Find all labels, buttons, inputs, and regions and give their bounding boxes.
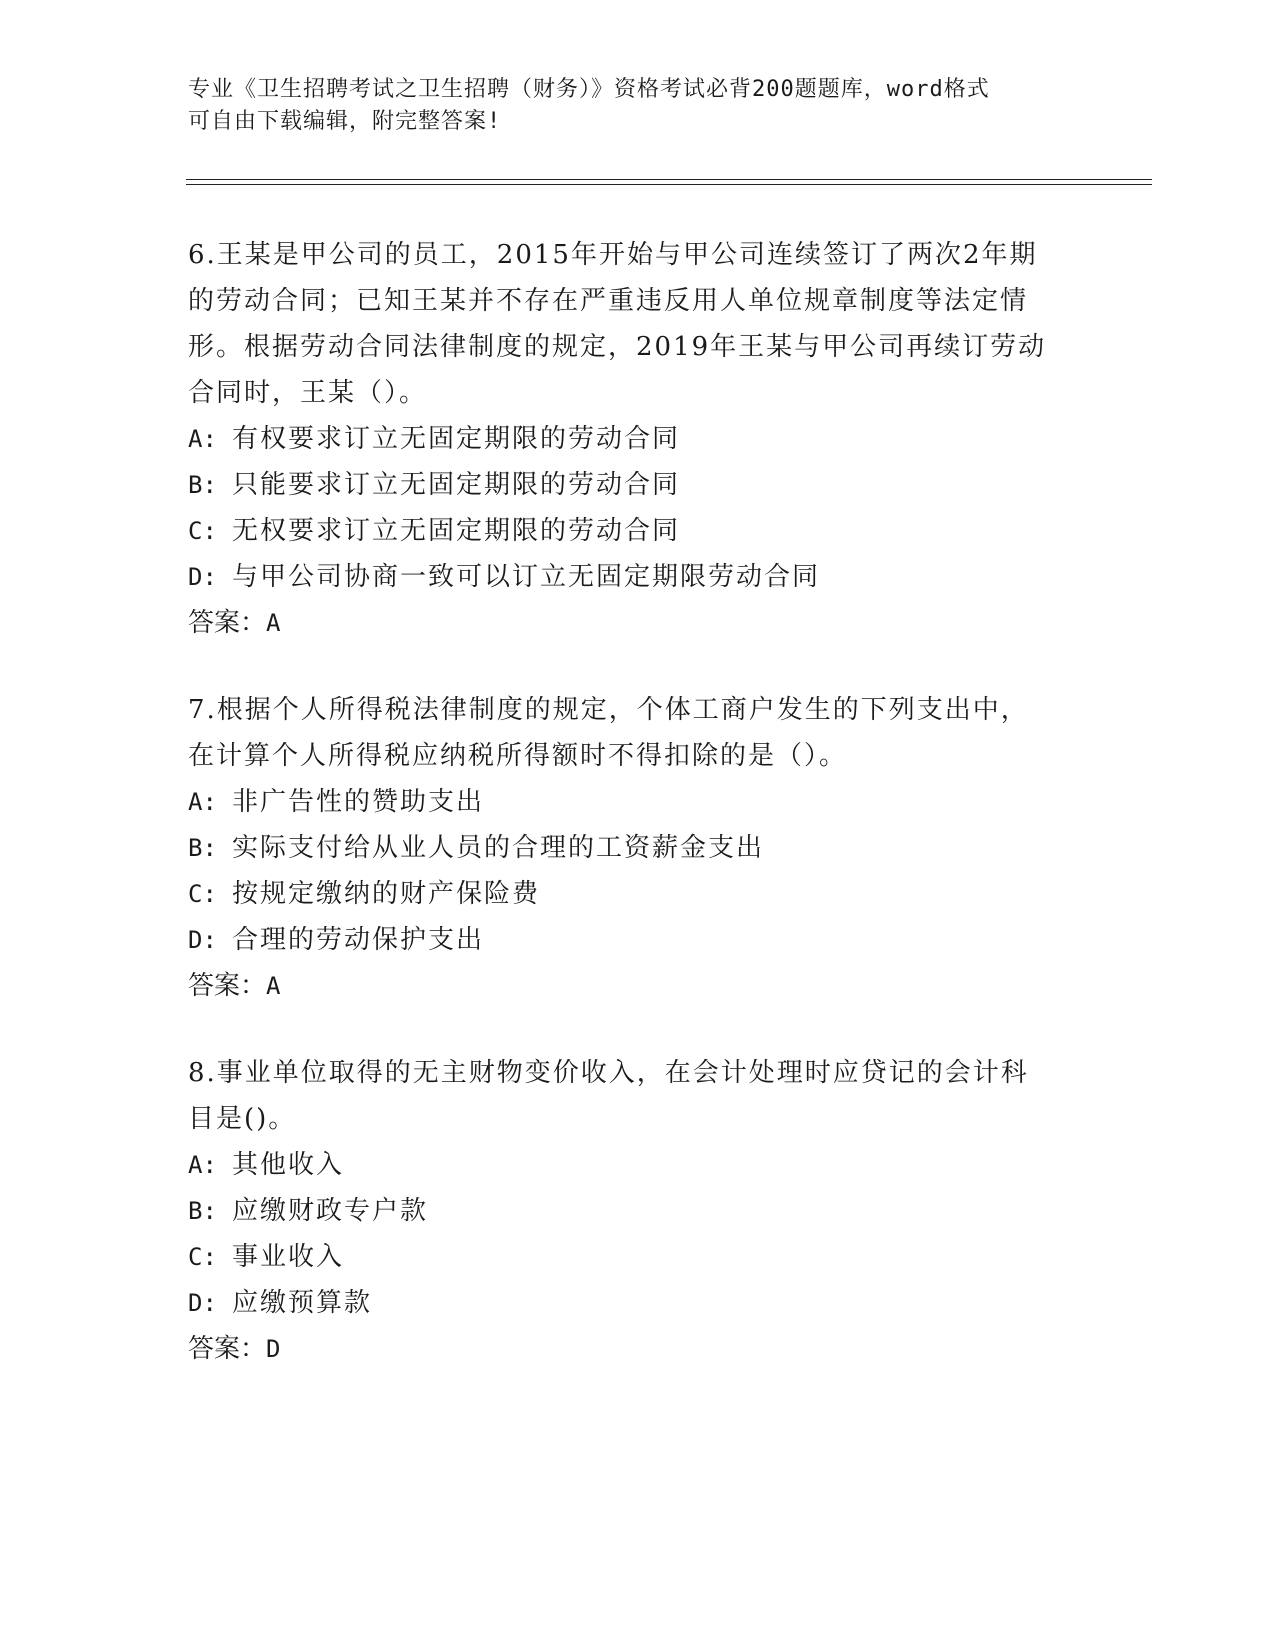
question-line: 目是()。 bbox=[188, 1104, 297, 1134]
answer-value: D bbox=[266, 1335, 281, 1363]
option-letter: D: bbox=[188, 563, 217, 591]
option-text: 只能要求订立无固定期限的劳动合同 bbox=[232, 470, 681, 500]
option-d bbox=[188, 554, 1068, 600]
question-line: 合同时，王某（）。 bbox=[188, 378, 428, 408]
answer bbox=[188, 963, 1068, 1009]
option-letter: B: bbox=[188, 834, 217, 862]
question-line: 的劳动合同；已知王某并不存在严重违反用人单位规章制度等法定情 bbox=[188, 286, 1029, 316]
option-text: 事业收入 bbox=[232, 1242, 345, 1272]
option-d bbox=[188, 917, 1068, 963]
question-line: 形。根据劳动合同法律制度的规定，2019年王某与甲公司再续订劳动 bbox=[188, 332, 1047, 362]
header-divider-bottom bbox=[186, 184, 1152, 185]
header-line-1: 专业《卫生招聘考试之卫生招聘（财务）》资格考试必背200题题库，word格式 bbox=[188, 77, 990, 102]
option-text: 与甲公司协商一致可以订立无固定期限劳动合同 bbox=[232, 562, 821, 592]
option-letter: D: bbox=[188, 926, 217, 954]
answer-label: 答案： bbox=[188, 971, 267, 1001]
option-letter: B: bbox=[188, 471, 217, 499]
option-b bbox=[188, 825, 1068, 871]
option-c bbox=[188, 871, 1068, 917]
option-text: 应缴财政专户款 bbox=[232, 1196, 429, 1226]
option-letter: D: bbox=[188, 1289, 217, 1317]
option-text: 实际支付给从业人员的合理的工资薪金支出 bbox=[232, 833, 765, 863]
option-letter: A: bbox=[188, 425, 217, 453]
answer-value: A bbox=[266, 972, 281, 1000]
question-8 bbox=[188, 1050, 1068, 1372]
document-header bbox=[188, 74, 1068, 138]
answer-label: 答案： bbox=[188, 1334, 267, 1364]
option-letter: C: bbox=[188, 880, 217, 908]
option-letter: B: bbox=[188, 1197, 217, 1225]
option-text: 应缴预算款 bbox=[232, 1288, 373, 1318]
option-d bbox=[188, 1280, 1068, 1326]
option-text: 按规定缴纳的财产保险费 bbox=[232, 879, 541, 909]
header-line-2: 可自由下载编辑，附完整答案! bbox=[188, 109, 502, 134]
option-text: 合理的劳动保护支出 bbox=[232, 925, 485, 955]
option-letter: C: bbox=[188, 517, 217, 545]
option-a bbox=[188, 1142, 1068, 1188]
question-6 bbox=[188, 232, 1068, 646]
option-text: 无权要求订立无固定期限的劳动合同 bbox=[232, 516, 681, 546]
option-text: 非广告性的赞助支出 bbox=[232, 787, 485, 817]
question-line: 在计算个人所得税应纳税所得额时不得扣除的是（）。 bbox=[188, 741, 848, 771]
answer bbox=[188, 600, 1068, 646]
option-c bbox=[188, 508, 1068, 554]
question-line: 7.根据个人所得税法律制度的规定，个体工商户发生的下列支出中， bbox=[188, 695, 1029, 725]
option-b bbox=[188, 1188, 1068, 1234]
option-b bbox=[188, 462, 1068, 508]
answer-label: 答案： bbox=[188, 608, 267, 638]
option-a bbox=[188, 779, 1068, 825]
header-divider-top bbox=[186, 179, 1152, 180]
option-text: 其他收入 bbox=[232, 1150, 345, 1180]
answer-value: A bbox=[266, 609, 281, 637]
question-7 bbox=[188, 687, 1068, 1009]
option-letter: A: bbox=[188, 788, 217, 816]
option-a bbox=[188, 416, 1068, 462]
question-line: 6.王某是甲公司的员工，2015年开始与甲公司连续签订了两次2年期 bbox=[188, 240, 1038, 270]
option-c bbox=[188, 1234, 1068, 1280]
option-letter: C: bbox=[188, 1243, 217, 1271]
option-letter: A: bbox=[188, 1151, 217, 1179]
question-line: 8.事业单位取得的无主财物变价收入，在会计处理时应贷记的会计科 bbox=[188, 1058, 1029, 1088]
option-text: 有权要求订立无固定期限的劳动合同 bbox=[232, 424, 681, 454]
answer bbox=[188, 1326, 1068, 1372]
